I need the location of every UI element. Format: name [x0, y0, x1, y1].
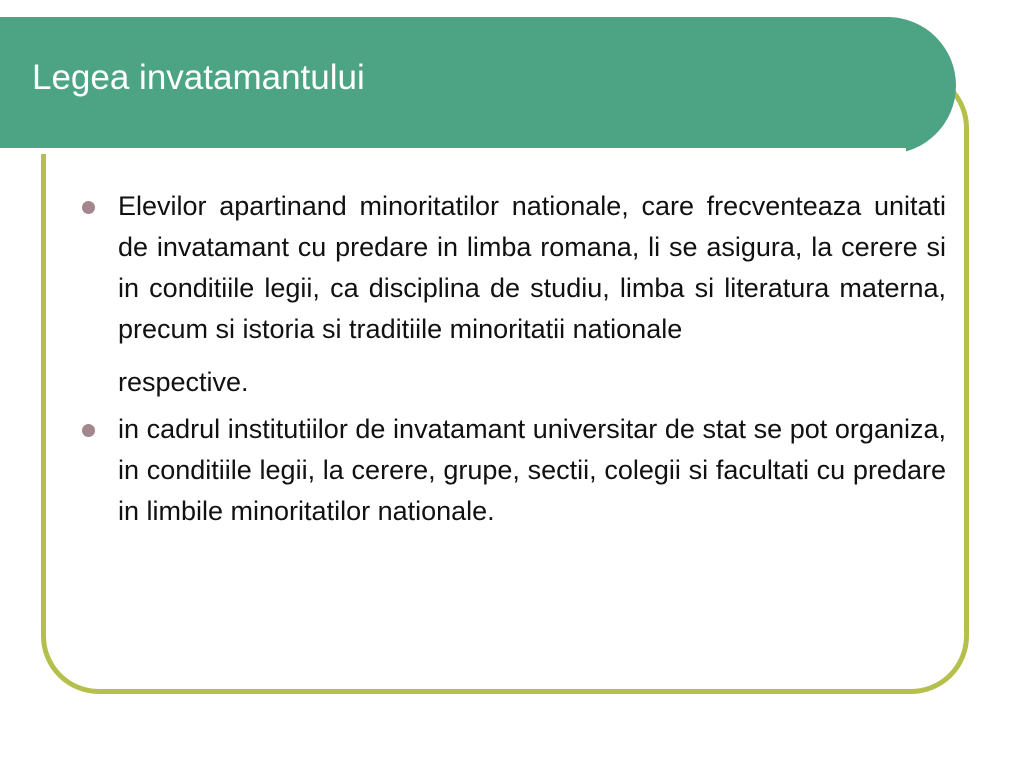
bullet-text-end: respective.: [118, 367, 249, 397]
bullet-item: [80, 409, 946, 532]
bullet-dot-icon: [82, 424, 95, 437]
slide-title: Legea invatamantului: [32, 58, 365, 97]
bullet-list: [80, 186, 946, 538]
bullet-text: Elevilor apartinand minoritatilor nationale, care frecventeaza unitati de invatamant cu predare in limba romana, li se asigura, la cerere si in conditiile legii, ca disciplina de studiu, limba si literatura materna, precum si istoria si traditiile minoritatii nationale: [118, 191, 946, 344]
bullet-dot-icon: [82, 201, 95, 214]
title-underline: [0, 148, 906, 154]
bullet-item: [80, 186, 946, 403]
bullet-text: in cadrul institutiilor de invatamant universitar de stat se pot organiza, in conditiile legii, la cerere, grupe, sectii, colegii si facultati cu predare in limbile minoritatilor nationale.: [118, 414, 946, 526]
